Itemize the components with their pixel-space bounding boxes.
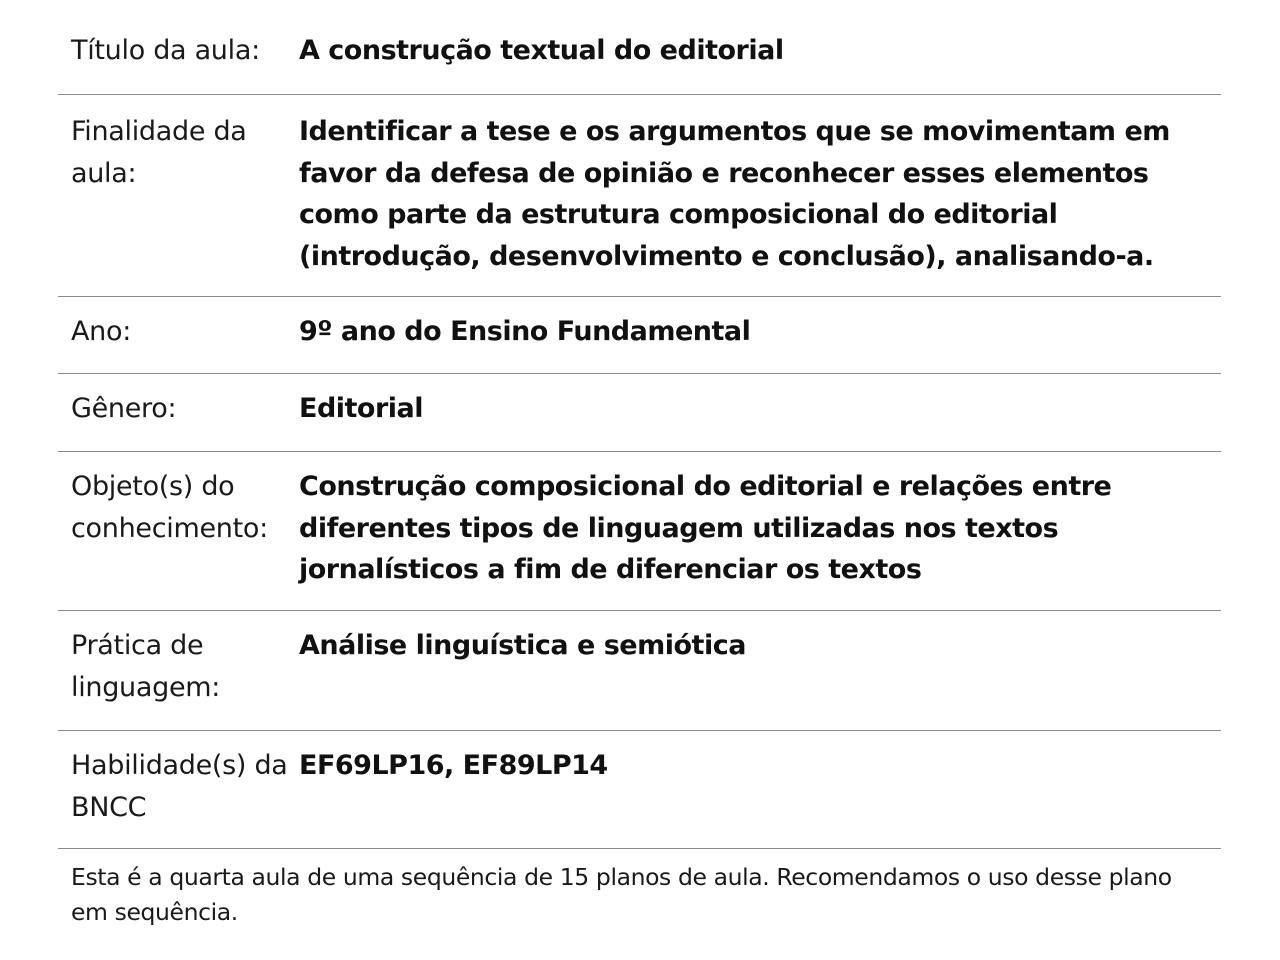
row-label: Ano: <box>71 316 131 347</box>
row-value: 9º ano do Ensino Fundamental <box>299 316 751 347</box>
row-label: Objeto(s) do conhecimento: <box>71 471 268 544</box>
table-row-bncc-skills <box>58 731 1221 849</box>
table-row-language-practice <box>58 611 1221 731</box>
table-row-purpose <box>58 95 1221 297</box>
row-value: Construção composicional do editorial e relações entre diferentes tipos de linguagem utilizadas nos textos jornalísticos a fim de diferenciar os textos <box>299 471 1112 585</box>
row-label: Prática de linguagem: <box>71 630 221 703</box>
row-label: Finalidade da aula: <box>71 116 247 189</box>
row-value: Editorial <box>299 393 424 424</box>
row-value: Identificar a tese e os argumentos que se movimentam em favor da defesa de opinião e reconhecer esses elementos como parte da estrutura composicional do editorial (introdução, desenvolvimento e conclusão), analisando-a. <box>299 116 1170 272</box>
table-row-year <box>58 297 1221 374</box>
lesson-plan-table <box>58 14 1221 930</box>
table-row-title <box>58 14 1221 95</box>
row-value: Análise linguística e semiótica <box>299 630 746 661</box>
row-label: Título da aula: <box>71 35 260 66</box>
row-value: A construção textual do editorial <box>299 35 784 66</box>
row-label: Habilidade(s) da BNCC <box>71 750 288 823</box>
row-value: EF69LP16, EF89LP14 <box>299 750 608 781</box>
table-row-genre <box>58 374 1221 452</box>
row-label: Gênero: <box>71 393 177 424</box>
table-row-knowledge-object <box>58 452 1221 611</box>
sequence-note: Esta é a quarta aula de uma sequência de 15 planos de aula. Recomendamos o uso desse plano em sequência. <box>71 863 1172 926</box>
